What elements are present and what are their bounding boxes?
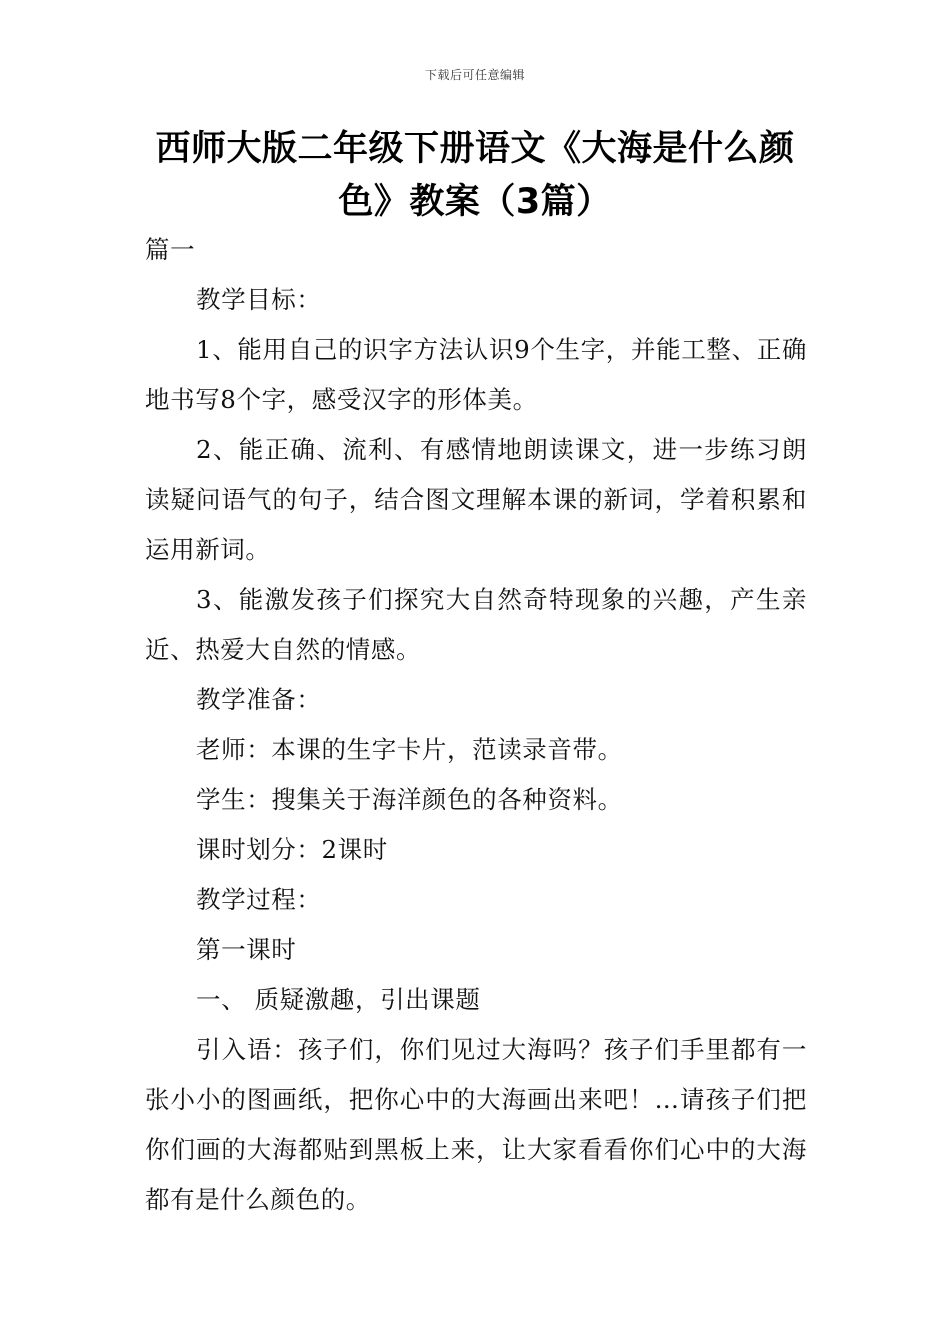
section-heading: 篇一 (145, 235, 196, 264)
paragraph: 3、能激发孩子们探究大自然奇特现象的兴趣，产生亲近、热爱大自然的情感。 (145, 585, 807, 664)
paragraph: 课时划分：2课时 (196, 835, 388, 864)
paragraph: 学生：搜集关于海洋颜色的各种资料。 (196, 785, 623, 814)
paragraph: 教学目标： (196, 285, 322, 314)
paragraph: 第一课时 (196, 935, 297, 964)
paragraph: 教学过程： (196, 885, 322, 914)
paragraph: 2、能正确、流利、有感情地朗读课文，进一步练习朗读疑问语气的句子，结合图文理解本课的新词，学着积累和运用新词。 (145, 435, 807, 564)
paragraph: 引入语：孩子们，你们见过大海吗？孩子们手里都有一张小小的图画纸，把你心中的大海画出来吧！…请孩子们把你们画的大海都贴到黑板上来，让大家看看你们心中的大海都有是什么颜色的。 (145, 1035, 807, 1214)
paragraph: 教学准备： (196, 685, 322, 714)
header-note: 下载后可任意编辑 (424, 68, 525, 82)
document-title: 西师大版二年级下册语文《大海是什么颜色》教案（3篇） (155, 129, 795, 222)
paragraph: 1、能用自己的识字方法认识9个生字，并能工整、正确地书写8个字，感受汉字的形体美。 (145, 335, 807, 414)
document-body (145, 225, 807, 1225)
paragraph: 老师：本课的生字卡片，范读录音带。 (196, 735, 623, 764)
paragraph: 一、 质疑激趣，引出课题 (196, 985, 481, 1014)
